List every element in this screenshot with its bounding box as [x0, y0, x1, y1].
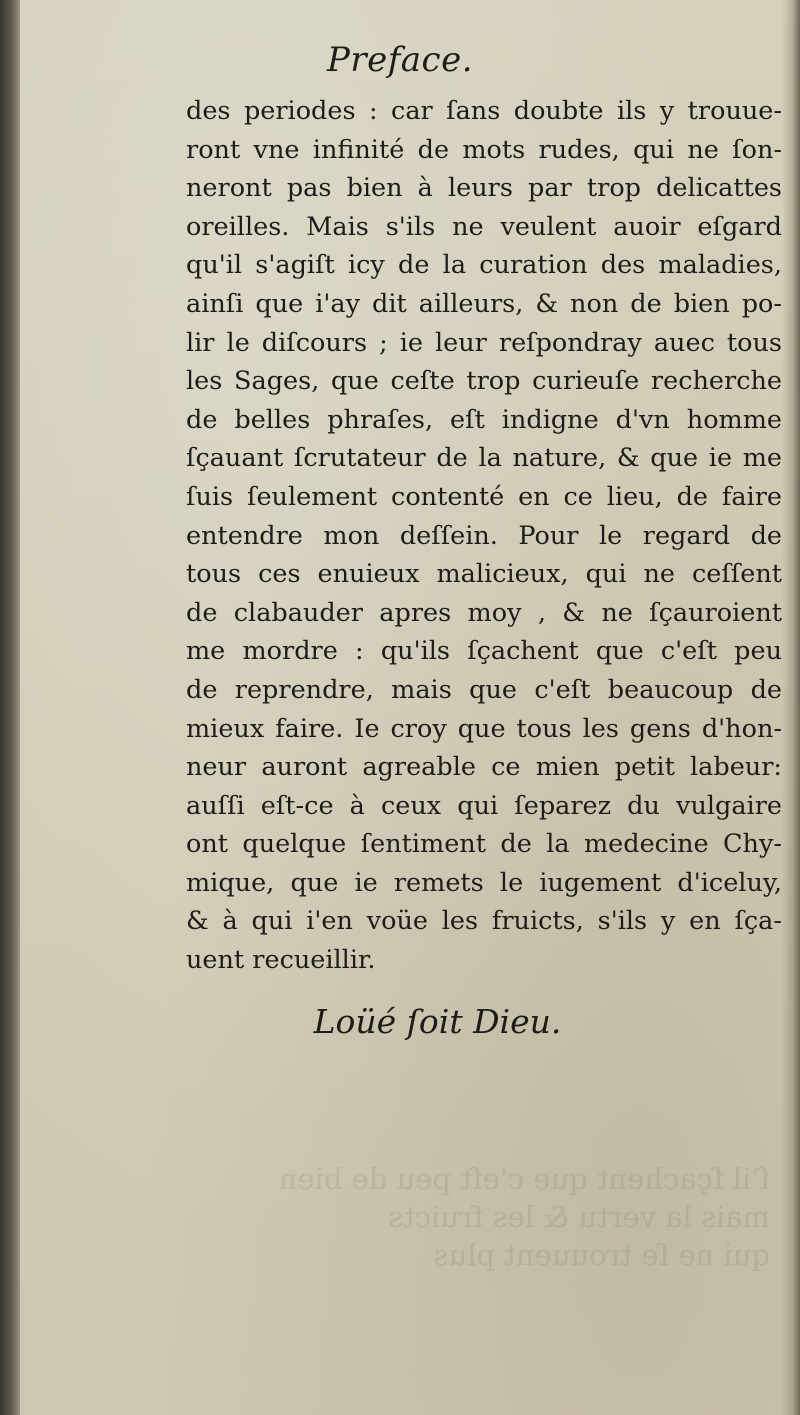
- page-edge: [782, 0, 800, 1415]
- text-line: de clabauder apres moy , & ne ſçauroient: [186, 597, 782, 628]
- text-line: mique, que ie remets le iugement d'iceluy,: [186, 867, 782, 898]
- text-line: les Sages, que ceſte trop curieuſe recherche: [186, 366, 782, 397]
- text-line: entendre mon deſſein. Pour le regard de: [186, 520, 782, 551]
- text-line: auſſi eſt-ce à ceux qui ſeparez du vulgaire: [186, 790, 782, 821]
- running-head: Preface.: [326, 40, 474, 80]
- binding-gutter: [0, 0, 20, 1415]
- text-line: ainſi que i'ay dit ailleurs, & non de bien po-: [186, 288, 782, 319]
- text-line: ſçauant ſcrutateur de la nature, & que ie me: [186, 443, 782, 474]
- text-line: de belles phraſes, eſt indigne d'vn homme: [186, 404, 782, 435]
- text-line: me mordre : qu'ils ſçachent que c'eſt peu: [186, 636, 782, 667]
- closing-line: Loüé ſoit Dieu.: [313, 1002, 562, 1041]
- show-through-text: ſ'il ſçachent que c'eſt peu de bien mais la vertu & les fruicts qui ne ſe trouuent plus: [278, 1162, 770, 1272]
- text-line: ont quelque ſentiment de la medecine Chy-: [186, 829, 782, 860]
- text-line: neur auront agreable ce mien petit labeur:: [186, 752, 782, 783]
- text-line: tous ces enuieux malicieux, qui ne ceſſent: [186, 559, 782, 590]
- text-line: lir le diſcours ; ie leur reſpondray auec tous: [186, 327, 782, 358]
- text-line: & à qui i'en voüe les fruicts, s'ils y en ſça-: [186, 906, 782, 937]
- text-line: oreilles. Mais s'ils ne veulent auoir eſgard: [186, 211, 782, 242]
- text-line: de reprendre, mais que c'eſt beaucoup de: [186, 674, 782, 705]
- text-line: uent recueillir.: [186, 945, 376, 976]
- body-text: [186, 92, 782, 980]
- text-line: des periodes : car ſans doubte ils y trouue-: [186, 96, 782, 126]
- text-line: ront vne infinité de mots rudes, qui ne ſon-: [186, 134, 782, 165]
- text-line: ſuis ſeulement contenté en ce lieu, de faire: [186, 481, 782, 512]
- text-line: mieux faire. Ie croy que tous les gens d'hon-: [186, 713, 782, 744]
- text-line: neront pas bien à leurs par trop delicattes: [186, 173, 782, 204]
- text-line: qu'il s'agiſt icy de la curation des maladies,: [186, 250, 782, 281]
